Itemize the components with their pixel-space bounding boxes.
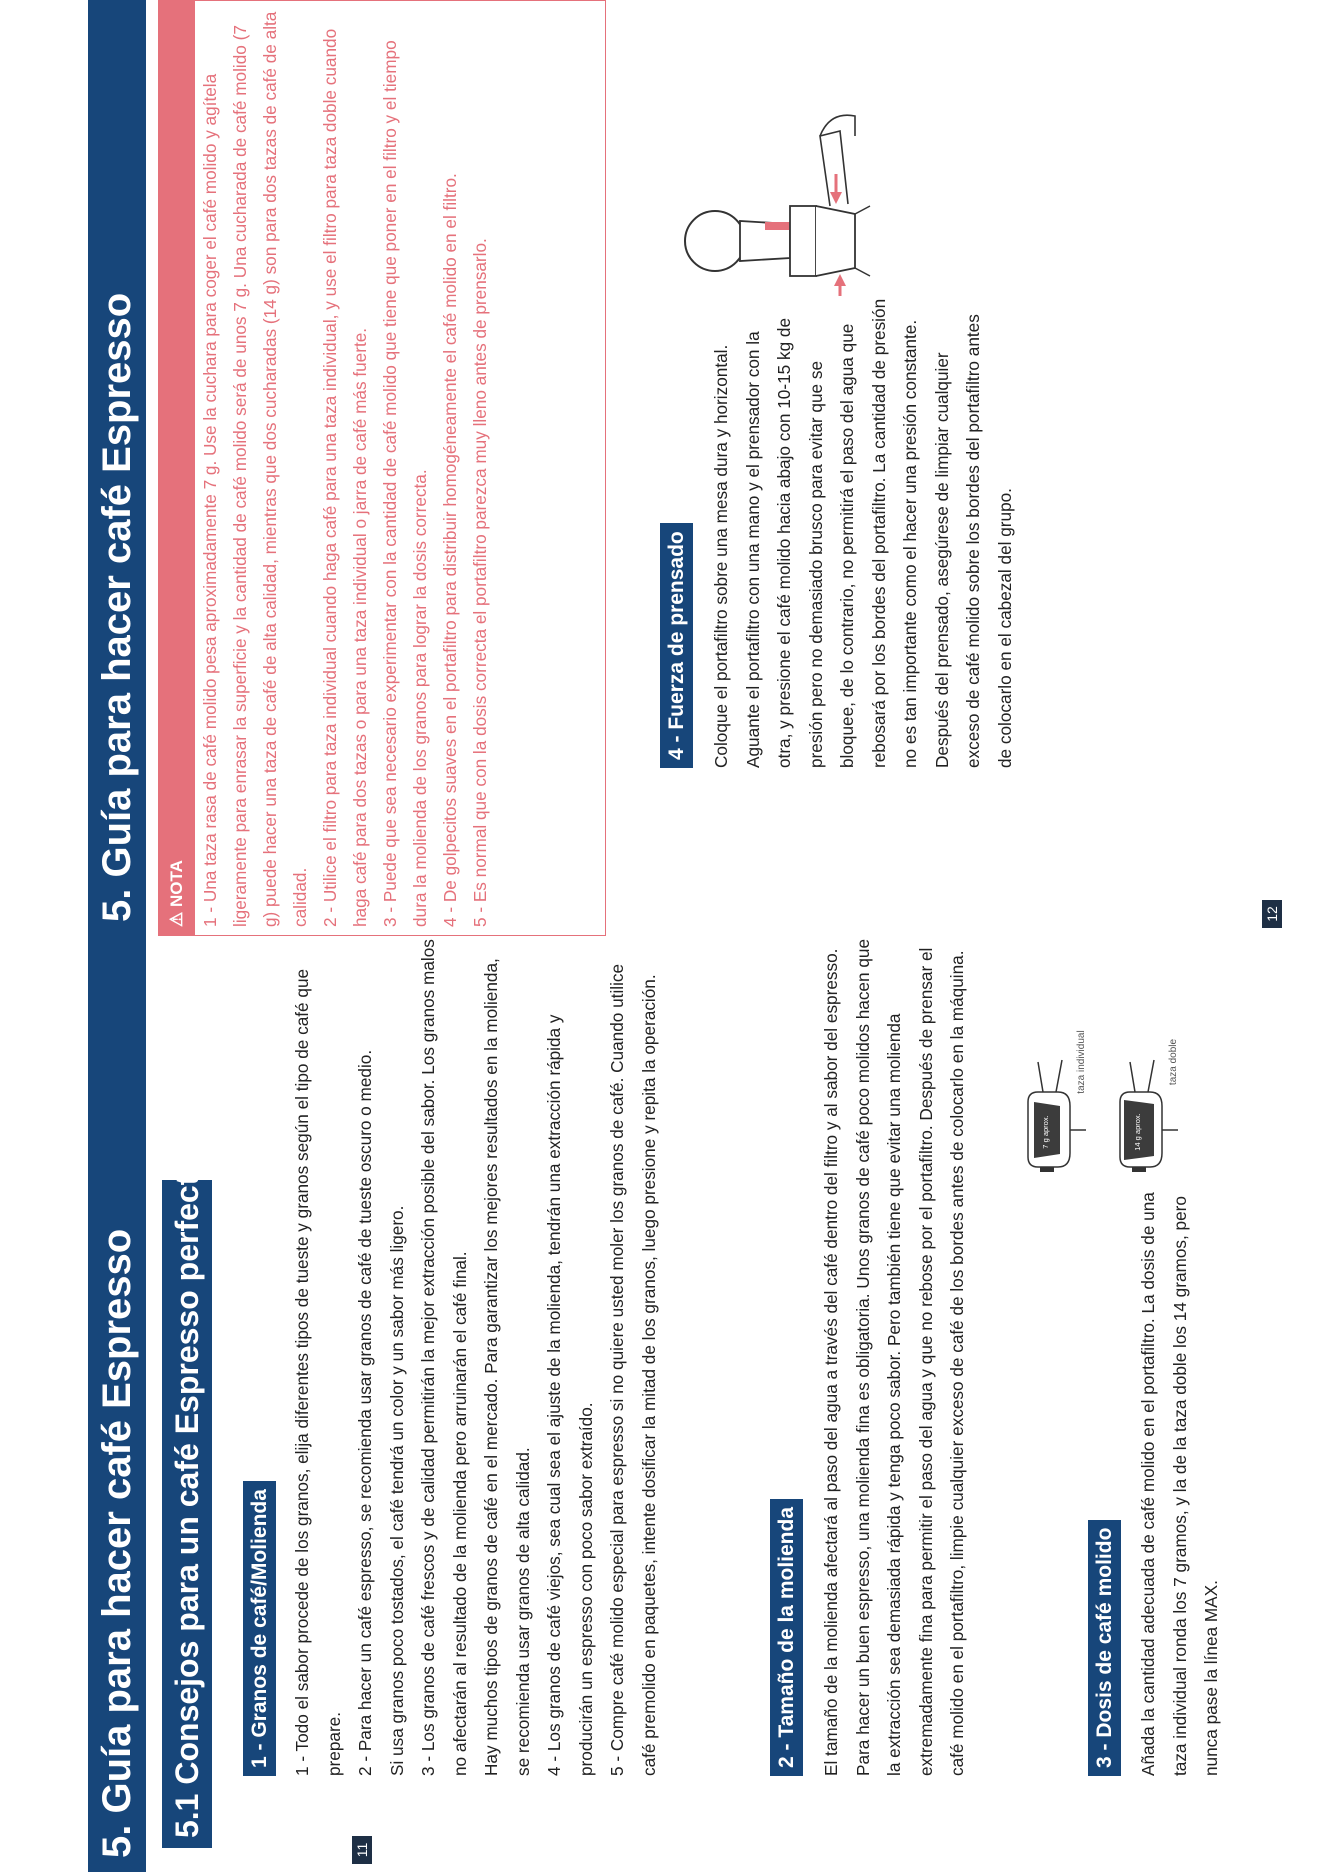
note-item: 3 - Puede que sea necesario experimentar con la cantidad de café molido que tiene que poner en el filtro y el tiempo dura la molienda de los granos para lograr la dosis correcta. [380,40,430,927]
section-4-body [706,298,1021,768]
single-fill-label: 7 g aprox. [1041,1115,1050,1149]
page-title-banner [88,936,146,1872]
heading-tamano-molienda: 2 - Tamaño de la molienda [770,1499,803,1776]
section-1-body [287,936,665,1776]
double-caption: taza doble [1168,1038,1179,1086]
single-basket-figure [1028,1030,1087,1172]
note-header [159,1,195,935]
note-heading: NOTA [167,860,186,908]
heading-fuerza-prensado: 4 - Fuerza de prensado [660,523,693,768]
note-body [195,1,495,935]
note-box [158,0,606,936]
page-title: 5. Guía para hacer café Espresso [95,1228,139,1858]
page-title: 5. Guía para hacer café Espresso [95,292,139,922]
section-3-body [1133,1176,1228,1776]
paragraph: 2 - Para hacer un café espresso, se recomienda usar granos de café de tueste oscuro o medio. [355,1049,375,1776]
page-number: 11 [352,1836,372,1864]
paragraph: Añada la cantidad adecuada de café molido en el portafiltro. La dosis de una taza individual ronda los 7 gramos, y la de la taza doble los 14 gramos, pero nunca pase la línea MAX. [1138,1192,1221,1776]
heading-dosis: 3 - Dosis de café molido [1088,1520,1121,1776]
paragraph: 4 - Los granos de café viejos, sea cual sea el ajuste de la molienda, tendrán una extracción rápida y producirán un espresso con poco sabor extraído. [544,1014,596,1776]
heading-granos: 1 - Granos de café/Molienda [243,1481,276,1776]
page-title-banner [88,0,146,936]
paragraph: 3 - Los granos de café frescos y de calidad permitirán la mejor extracción posible del sabor. Los granos malos no afectarán al resultado de la molienda pero arruinarán el café final. [418,939,470,1776]
note-item: 1 - Una taza rasa de café molido pesa aproximadamente 7 g. Use la cuchara para coger el café molido y agítela ligeramente para enrasar la superficie y la cantidad de café molido será de unos 7 g. Una cucharada de café molido (7 g) puede hacer una taza de café de alta calidad, mientras que dos cucharadas (14 g) son para dos tazas de café de alta calidad. [200,11,310,927]
paragraph: 1 - Todo el sabor procede de los granos, elija diferentes tipos de tueste y granos según el tipo de café que prepare. [292,968,344,1776]
double-basket-figure [1120,1038,1179,1172]
page-number: 12 [1262,900,1282,928]
note-item: 5 - Es normal que con la dosis correcta el portafiltro parezca muy lleno antes de prensarlo. [470,238,490,927]
paragraph: El tamaño de la molienda afectará al paso del agua a través del café dentro del filtro y al sabor del espresso. Para hacer un buen espresso, una molienda fina es obligatoria. Unos granos de café poco molidos hacen que la extracción sea demasiada rápida y tenga poco sabor. Pero también tiene que evitar una molienda extremadamente fina para permitir el paso del agua y que no rebose por el portafiltro. Después de prensar el café molido en el portafiltro, limpie cualquier exceso de café de los bordes antes de colocarlo en la máquina. [821,938,967,1776]
paragraph: Hay muchos tipos de granos de café en el mercado. Para garantizar los mejores resultados en la molienda, se recomienda usar granos de alta calidad. [481,958,533,1776]
tamper-illustration [680,0,930,296]
paragraph: Coloque el portafiltro sobre una mesa dura y horizontal. Aguante el portafiltro con una mano y el prensador con la otra, y presione el café molido hacia abajo con 10-15 kg de presión pero no demasiado brusco para evitar que se bloquee, de lo contrario, no permitirá el paso del agua que rebosará por los bordes del portafiltro. La cantidad de presión no es tan importante como el hacer una presión constante. Después del prensado, asegúrese de limpiar cualquier exceso de café molido sobre los bordes del portafiltro antes de colocarlo en el cabezal del grupo. [711,298,1015,768]
single-caption: taza individual [1076,1030,1087,1094]
double-fill-label: 14 g aprox. [1133,1113,1142,1151]
paragraph: Si usa granos poco tostados, el café tendrá un color y un sabor más ligero. [386,1205,407,1776]
page-11 [0,936,1324,1872]
portafilter-figures [1018,937,1198,1172]
note-item: 2 - Utilice el filtro para taza individual cuando haga café para una taza individual, y use el filtro para taza doble cuando haga café para dos tazas o para una taza individual o jarra de café más fuerte. [320,28,370,927]
section-2-body [816,936,974,1776]
paragraph: 5 - Compre café molido especial para espresso si no quiere usted moler los granos de café. Cuando utilice café premolido en paquetes, intente dosificar la mitad de los granos, luego presione y repita la operación. [607,963,659,1776]
warning-icon: ⚠ [167,911,186,927]
section-title: 5.1 Consejos para un café Espresso perfecto [162,1180,212,1848]
note-item: 4 - De golpecitos suaves en el portafiltro para distribuir homogéneamente el café molido en el filtro. [440,173,460,927]
